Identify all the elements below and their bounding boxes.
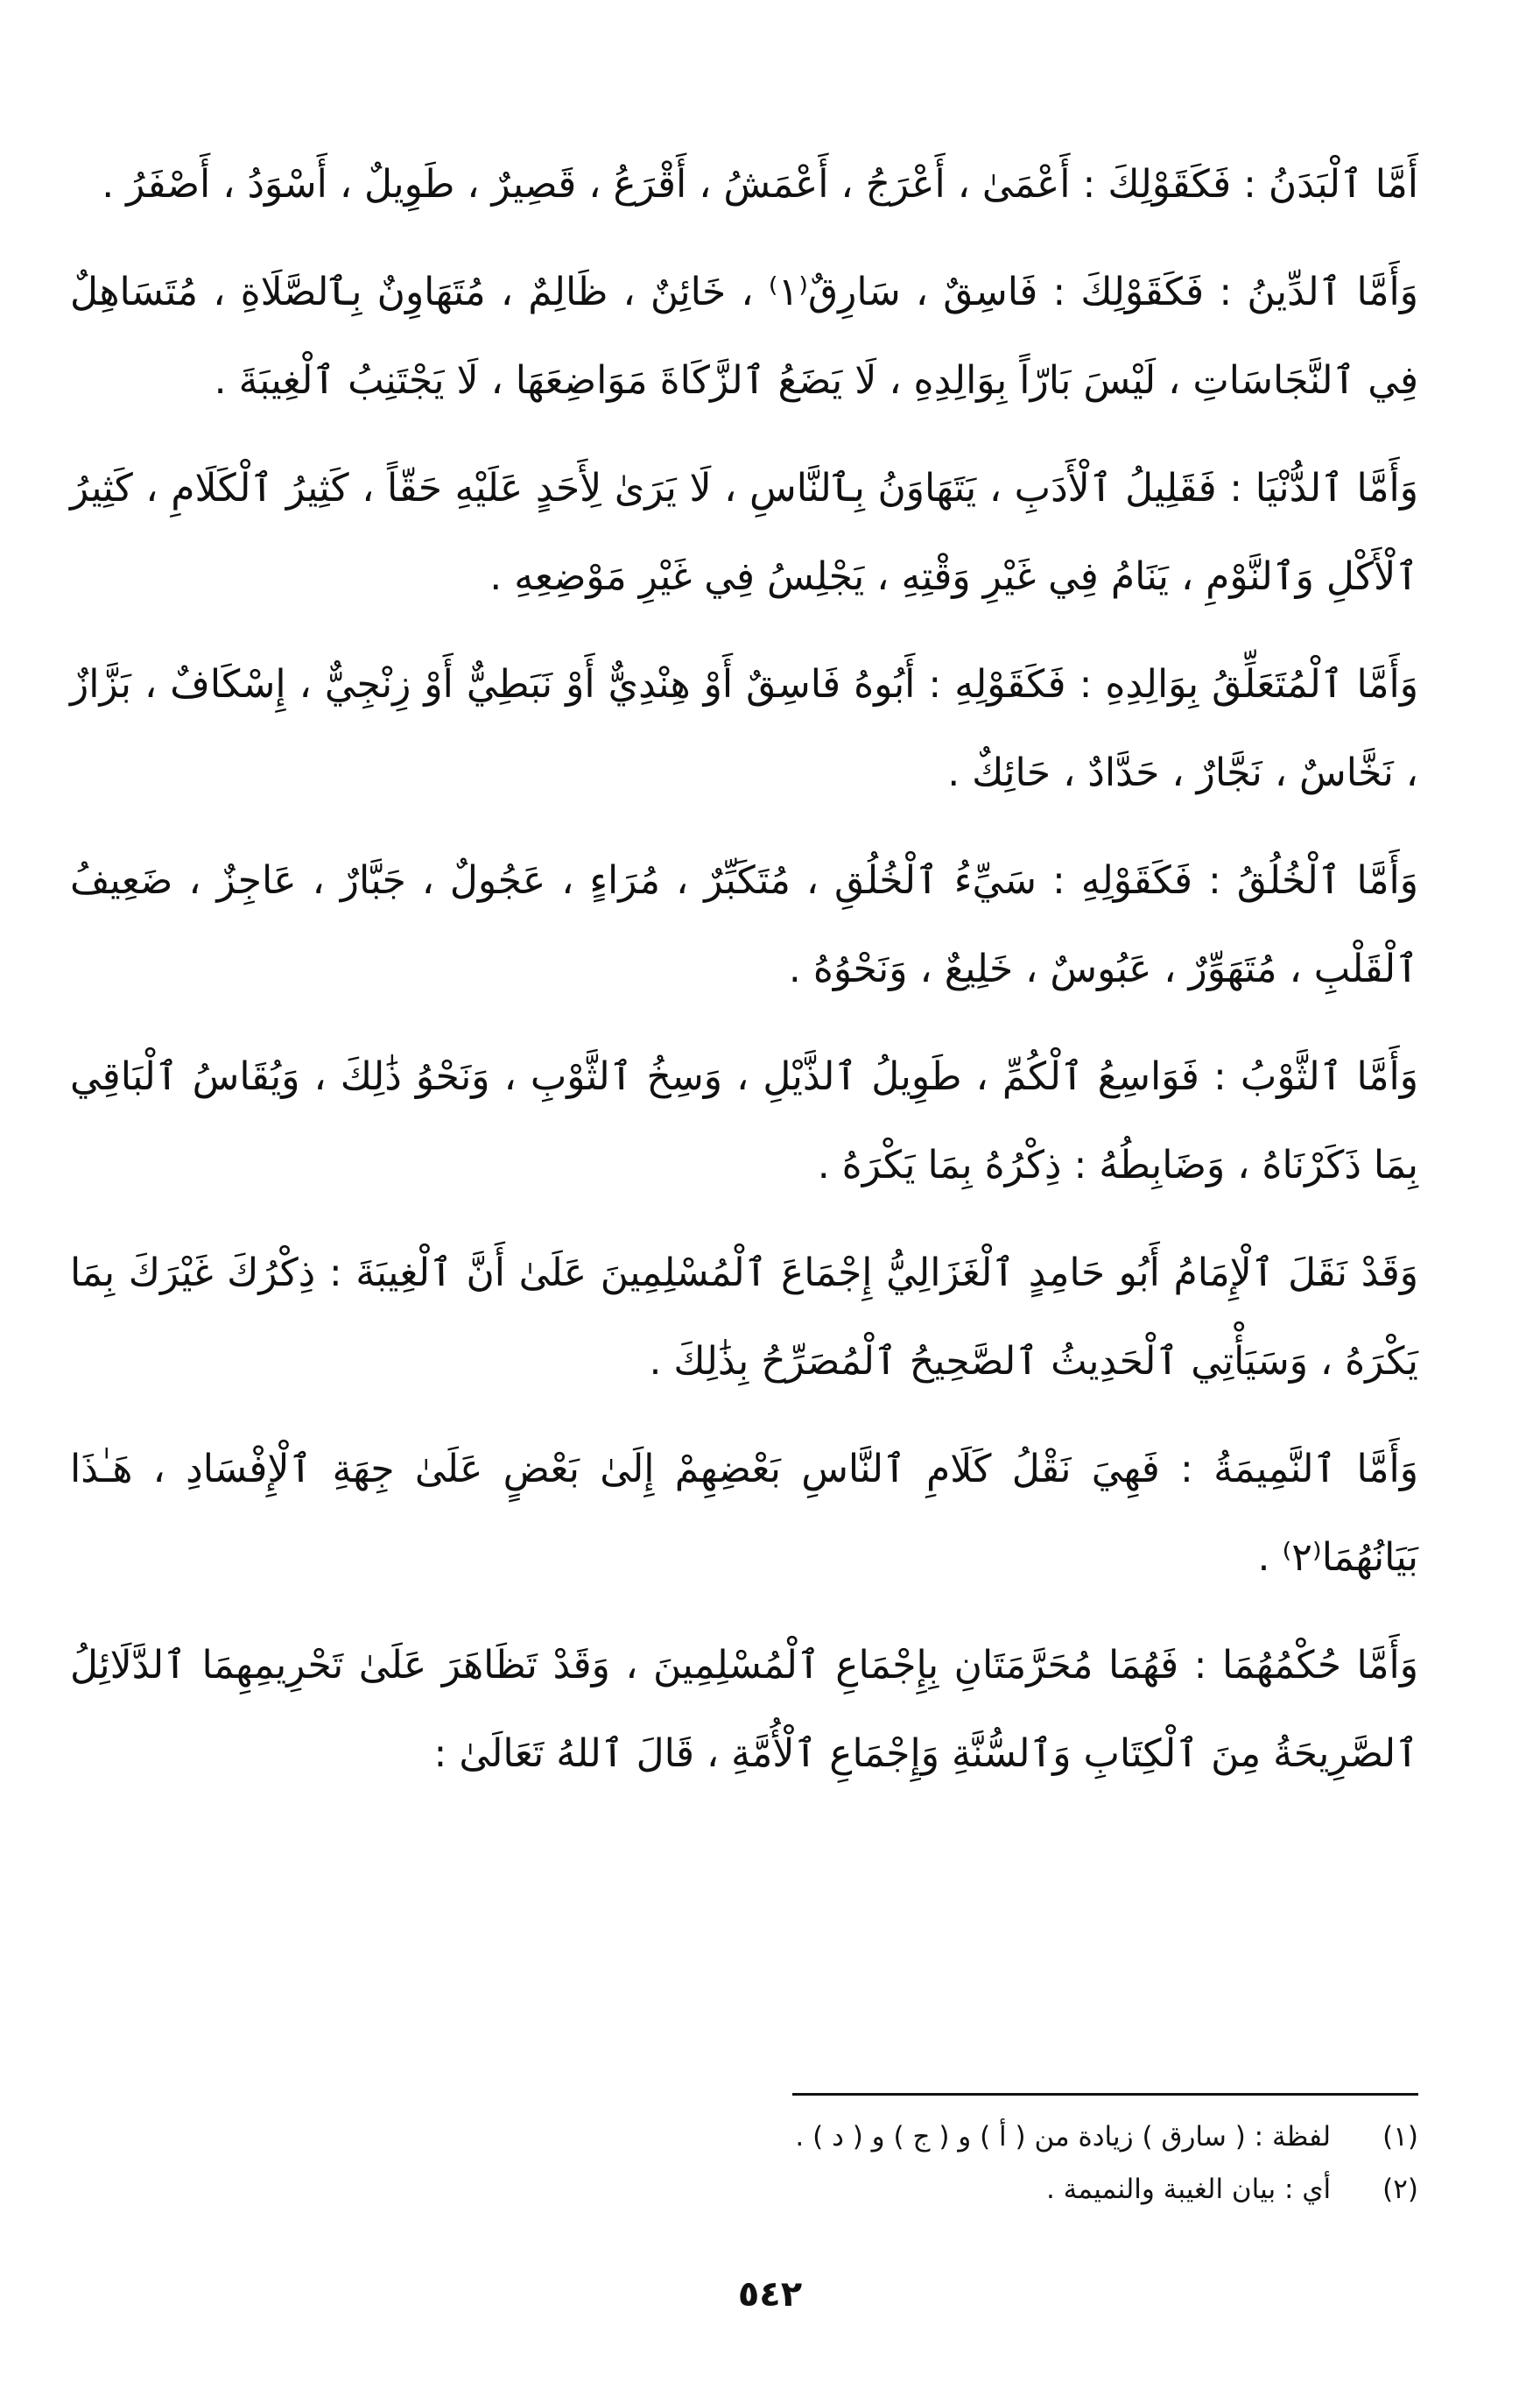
footnote-number: (٢) (1382, 2174, 1418, 2205)
paragraph-character: وَأَمَّا ٱلْخُلُقُ : فَكَقَوْلِهِ : سَيِّءُ ٱلْخُلُقِ ، مُتَكَبِّرٌ ، مُرَاءٍ ، عَجُولٌ ، جَبَّارٌ ، عَاجِزٌ ، ضَعِيفُ ٱلْقَلْبِ ، مُتَهَوِّرٌ ، عَبُوسٌ ، خَلِيعٌ ، وَنَحْوُهُ . (70, 858, 1418, 991)
footnote-item (70, 2163, 1418, 2216)
paragraph-religion: وَأَمَّا ٱلدِّينُ : فَكَقَوْلِكَ : فَاسِقٌ ، سَارِقٌ⁽١⁾ ، خَائِنٌ ، ظَالِمٌ ، مُتَهَاوِنٌ بِٱلصَّلَاةِ ، مُتَسَاهِلٌ فِي ٱلنَّجَاسَاتِ ، لَيْسَ بَارّاً بِوَالِدِهِ ، لَا يَضَعُ ٱلزَّكَاةَ مَوَاضِعَهَا ، لَا يَجْتَنِبُ ٱلْغِيبَةَ . (70, 270, 1418, 403)
footnote-text: أي : بيان الغيبة والنميمة . (1045, 2174, 1332, 2205)
paragraph-namima: وَأَمَّا ٱلنَّمِيمَةُ : فَهِيَ نَقْلُ كَلَامِ ٱلنَّاسِ بَعْضِهِمْ إِلَىٰ بَعْضٍ عَلَىٰ جِهَةِ ٱلْإِفْسَادِ ، هَـٰذَا بَيَانُهُمَا⁽٢⁾ . (70, 1447, 1418, 1580)
footnote-text: لفظة : ( سارق ) زيادة من ( أ ) و ( ج ) و ( د ) . (795, 2121, 1332, 2153)
footnotes (70, 2111, 1418, 2216)
footnote-divider (792, 2093, 1418, 2096)
paragraph-worldly: وَأَمَّا ٱلدُّنْيَا : فَقَلِيلُ ٱلْأَدَبِ ، يَتَهَاوَنُ بِٱلنَّاسِ ، لَا يَرَىٰ لِأَحَدٍ عَلَيْهِ حَقّاً ، كَثِيرُ ٱلْكَلَامِ ، كَثِيرُ ٱلْأَكْلِ وَٱلنَّوْمِ ، يَنَامُ فِي غَيْرِ وَقْتِهِ ، يَجْلِسُ فِي غَيْرِ مَوْضِعِهِ . (70, 466, 1418, 599)
paragraph-parent: وَأَمَّا ٱلْمُتَعَلِّقُ بِوَالِدِهِ : فَكَقَوْلِهِ : أَبُوهُ فَاسِقٌ أَوْ هِنْدِيٌّ أَوْ نَبَطِيٌّ أَوْ زِنْجِيٌّ ، إِسْكَافٌ ، بَزَّازٌ ، نَخَّاسٌ ، نَجَّارٌ ، حَدَّادٌ ، حَائِكٌ . (70, 662, 1418, 795)
main-text (70, 140, 1418, 1817)
footnote-number: (١) (1382, 2121, 1418, 2153)
paragraph-ghazali: وَقَدْ نَقَلَ ٱلْإِمَامُ أَبُو حَامِدٍ ٱلْغَزَالِيُّ إِجْمَاعَ ٱلْمُسْلِمِينَ عَلَىٰ أَنَّ ٱلْغِيبَةَ : ذِكْرُكَ غَيْرَكَ بِمَا يَكْرَهُ ، وَسَيَأْتِي ٱلْحَدِيثُ ٱلصَّحِيحُ ٱلْمُصَرِّحُ بِذَٰلِكَ . (70, 1251, 1418, 1384)
paragraph-ruling: وَأَمَّا حُكْمُهُمَا : فَهُمَا مُحَرَّمَتَانِ بِإِجْمَاعِ ٱلْمُسْلِمِينَ ، وَقَدْ تَظَاهَرَ عَلَىٰ تَحْرِيمِهِمَا ٱلدَّلَائِلُ ٱلصَّرِيحَةُ مِنَ ٱلْكِتَابِ وَٱلسُّنَّةِ وَإِجْمَاعِ ٱلْأُمَّةِ ، قَالَ ٱللهُ تَعَالَىٰ : (70, 1643, 1418, 1776)
paragraph-body: أَمَّا ٱلْبَدَنُ : فَكَقَوْلِكَ : أَعْمَىٰ ، أَعْرَجُ ، أَعْمَشُ ، أَقْرَعُ ، قَصِيرٌ ، طَوِيلٌ ، أَسْوَدُ ، أَصْفَرُ . (102, 162, 1418, 207)
footnote-item (70, 2111, 1418, 2163)
paragraph-clothing: وَأَمَّا ٱلثَّوْبُ : فَوَاسِعُ ٱلْكُمِّ ، طَوِيلُ ٱلذَّيْلِ ، وَسِخُ ٱلثَّوْبِ ، وَنَحْوُ ذَٰلِكَ ، وَيُقَاسُ ٱلْبَاقِي بِمَا ذَكَرْنَاهُ ، وَضَابِطُهُ : ذِكْرُهُ بِمَا يَكْرَهُ . (70, 1054, 1418, 1187)
page-number: ٥٤٢ (737, 2274, 803, 2315)
